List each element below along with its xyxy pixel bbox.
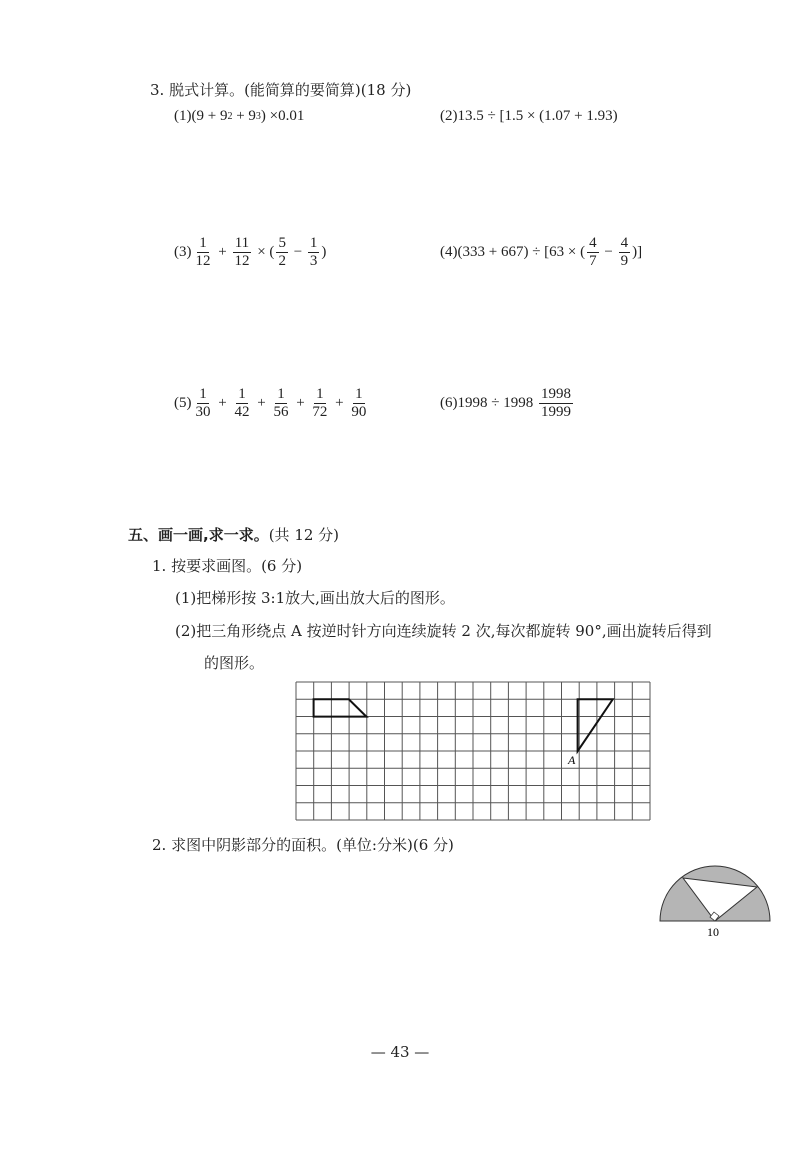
- expression-text: (4)(333 + 667) ÷ [63 × (: [440, 243, 586, 260]
- expression-text: (2)13.5 ÷ [1.5 × (1.07 + 1.93): [440, 107, 618, 124]
- semicircle-figure: [655, 860, 780, 945]
- expression-text: −: [600, 243, 617, 260]
- expression-text: (6)1998 ÷ 1998: [440, 394, 537, 411]
- q2-title: 2. 求图中阴影部分的面积。(单位:分米)(6 分): [152, 836, 454, 854]
- numerator: 1: [277, 385, 285, 402]
- denominator: 90: [351, 403, 367, 420]
- fraction: [194, 386, 213, 421]
- q1-part2-line2: 的图形。: [204, 654, 265, 672]
- expression-text: (5): [174, 394, 192, 411]
- numerator: 1: [199, 385, 207, 402]
- expression-text: +: [253, 394, 270, 411]
- fraction: [349, 386, 368, 421]
- numerator: 4: [589, 234, 597, 251]
- denominator: 30: [195, 403, 211, 420]
- denominator: 12: [234, 252, 250, 269]
- page-number: — 43 —: [370, 1043, 430, 1061]
- expression-text: × (: [253, 243, 275, 260]
- fraction: [308, 235, 320, 270]
- problem-1: [174, 94, 304, 138]
- expression-text: (1)(9 + 9: [174, 107, 228, 124]
- denominator: 72: [312, 403, 328, 420]
- fraction: [587, 235, 599, 270]
- expression-text: ): [321, 243, 327, 260]
- problem-6: [440, 381, 575, 425]
- fraction: [310, 386, 329, 421]
- point-a-label: A: [568, 753, 576, 767]
- trapezoid-shape: [314, 699, 367, 716]
- expression-text: )]: [632, 243, 643, 260]
- section5-points: (共 12 分): [268, 526, 340, 544]
- q1-title: 1. 按要求画图。(6 分): [152, 557, 303, 575]
- expression-text: −: [289, 243, 306, 260]
- denominator: 9: [620, 252, 629, 269]
- q1-part2-line1: (2)把三角形绕点 A 按逆时针方向连续旋转 2 次,每次都旋转 90°,画出旋转后得到: [175, 622, 712, 640]
- denominator: 7: [589, 252, 597, 269]
- problem-2: [440, 94, 618, 138]
- exponent: 2: [227, 110, 233, 122]
- expression-text: +: [214, 394, 231, 411]
- denominator: 2: [278, 252, 286, 269]
- numerator: 1998: [540, 385, 571, 402]
- drawing-grid: [290, 676, 660, 826]
- section5-title: 五、画一画,求一求。: [128, 526, 269, 544]
- problem-4: [440, 230, 642, 274]
- numerator: 1: [199, 234, 207, 251]
- problem-5: [174, 381, 370, 425]
- denominator: 56: [273, 403, 289, 420]
- denominator: 3: [309, 252, 318, 269]
- numerator: 11: [234, 234, 250, 251]
- section5-heading: [128, 525, 339, 545]
- fraction: [232, 386, 251, 421]
- exponent: 3: [255, 110, 261, 122]
- numerator: 1: [316, 385, 324, 402]
- numerator: 1: [238, 385, 246, 402]
- denominator: 12: [195, 252, 211, 269]
- numerator: 1: [309, 234, 318, 251]
- fraction: [276, 235, 288, 270]
- fraction: [619, 235, 631, 270]
- triangle-shape: [578, 699, 613, 751]
- q1-part1: (1)把梯形按 3:1放大,画出放大后的图形。: [175, 589, 455, 607]
- expression-text: +: [214, 243, 231, 260]
- problem-3: [174, 230, 326, 274]
- fraction: [232, 235, 251, 270]
- denominator: 1999: [540, 403, 571, 420]
- numerator: 5: [278, 234, 286, 251]
- numerator: 1: [355, 385, 363, 402]
- fraction: [271, 386, 290, 421]
- diameter-label: 10: [707, 925, 719, 939]
- expression-text: ) ×0.01: [260, 107, 305, 124]
- expression-text: +: [292, 394, 309, 411]
- expression-text: +: [331, 394, 348, 411]
- fraction: [539, 386, 573, 421]
- fraction: [194, 235, 213, 270]
- expression-text: + 9: [232, 107, 256, 124]
- expression-text: (3): [174, 243, 192, 260]
- denominator: 42: [234, 403, 250, 420]
- numerator: 4: [620, 234, 629, 251]
- q3-heading: 3. 脱式计算。(能简算的要简算)(18 分): [150, 81, 412, 99]
